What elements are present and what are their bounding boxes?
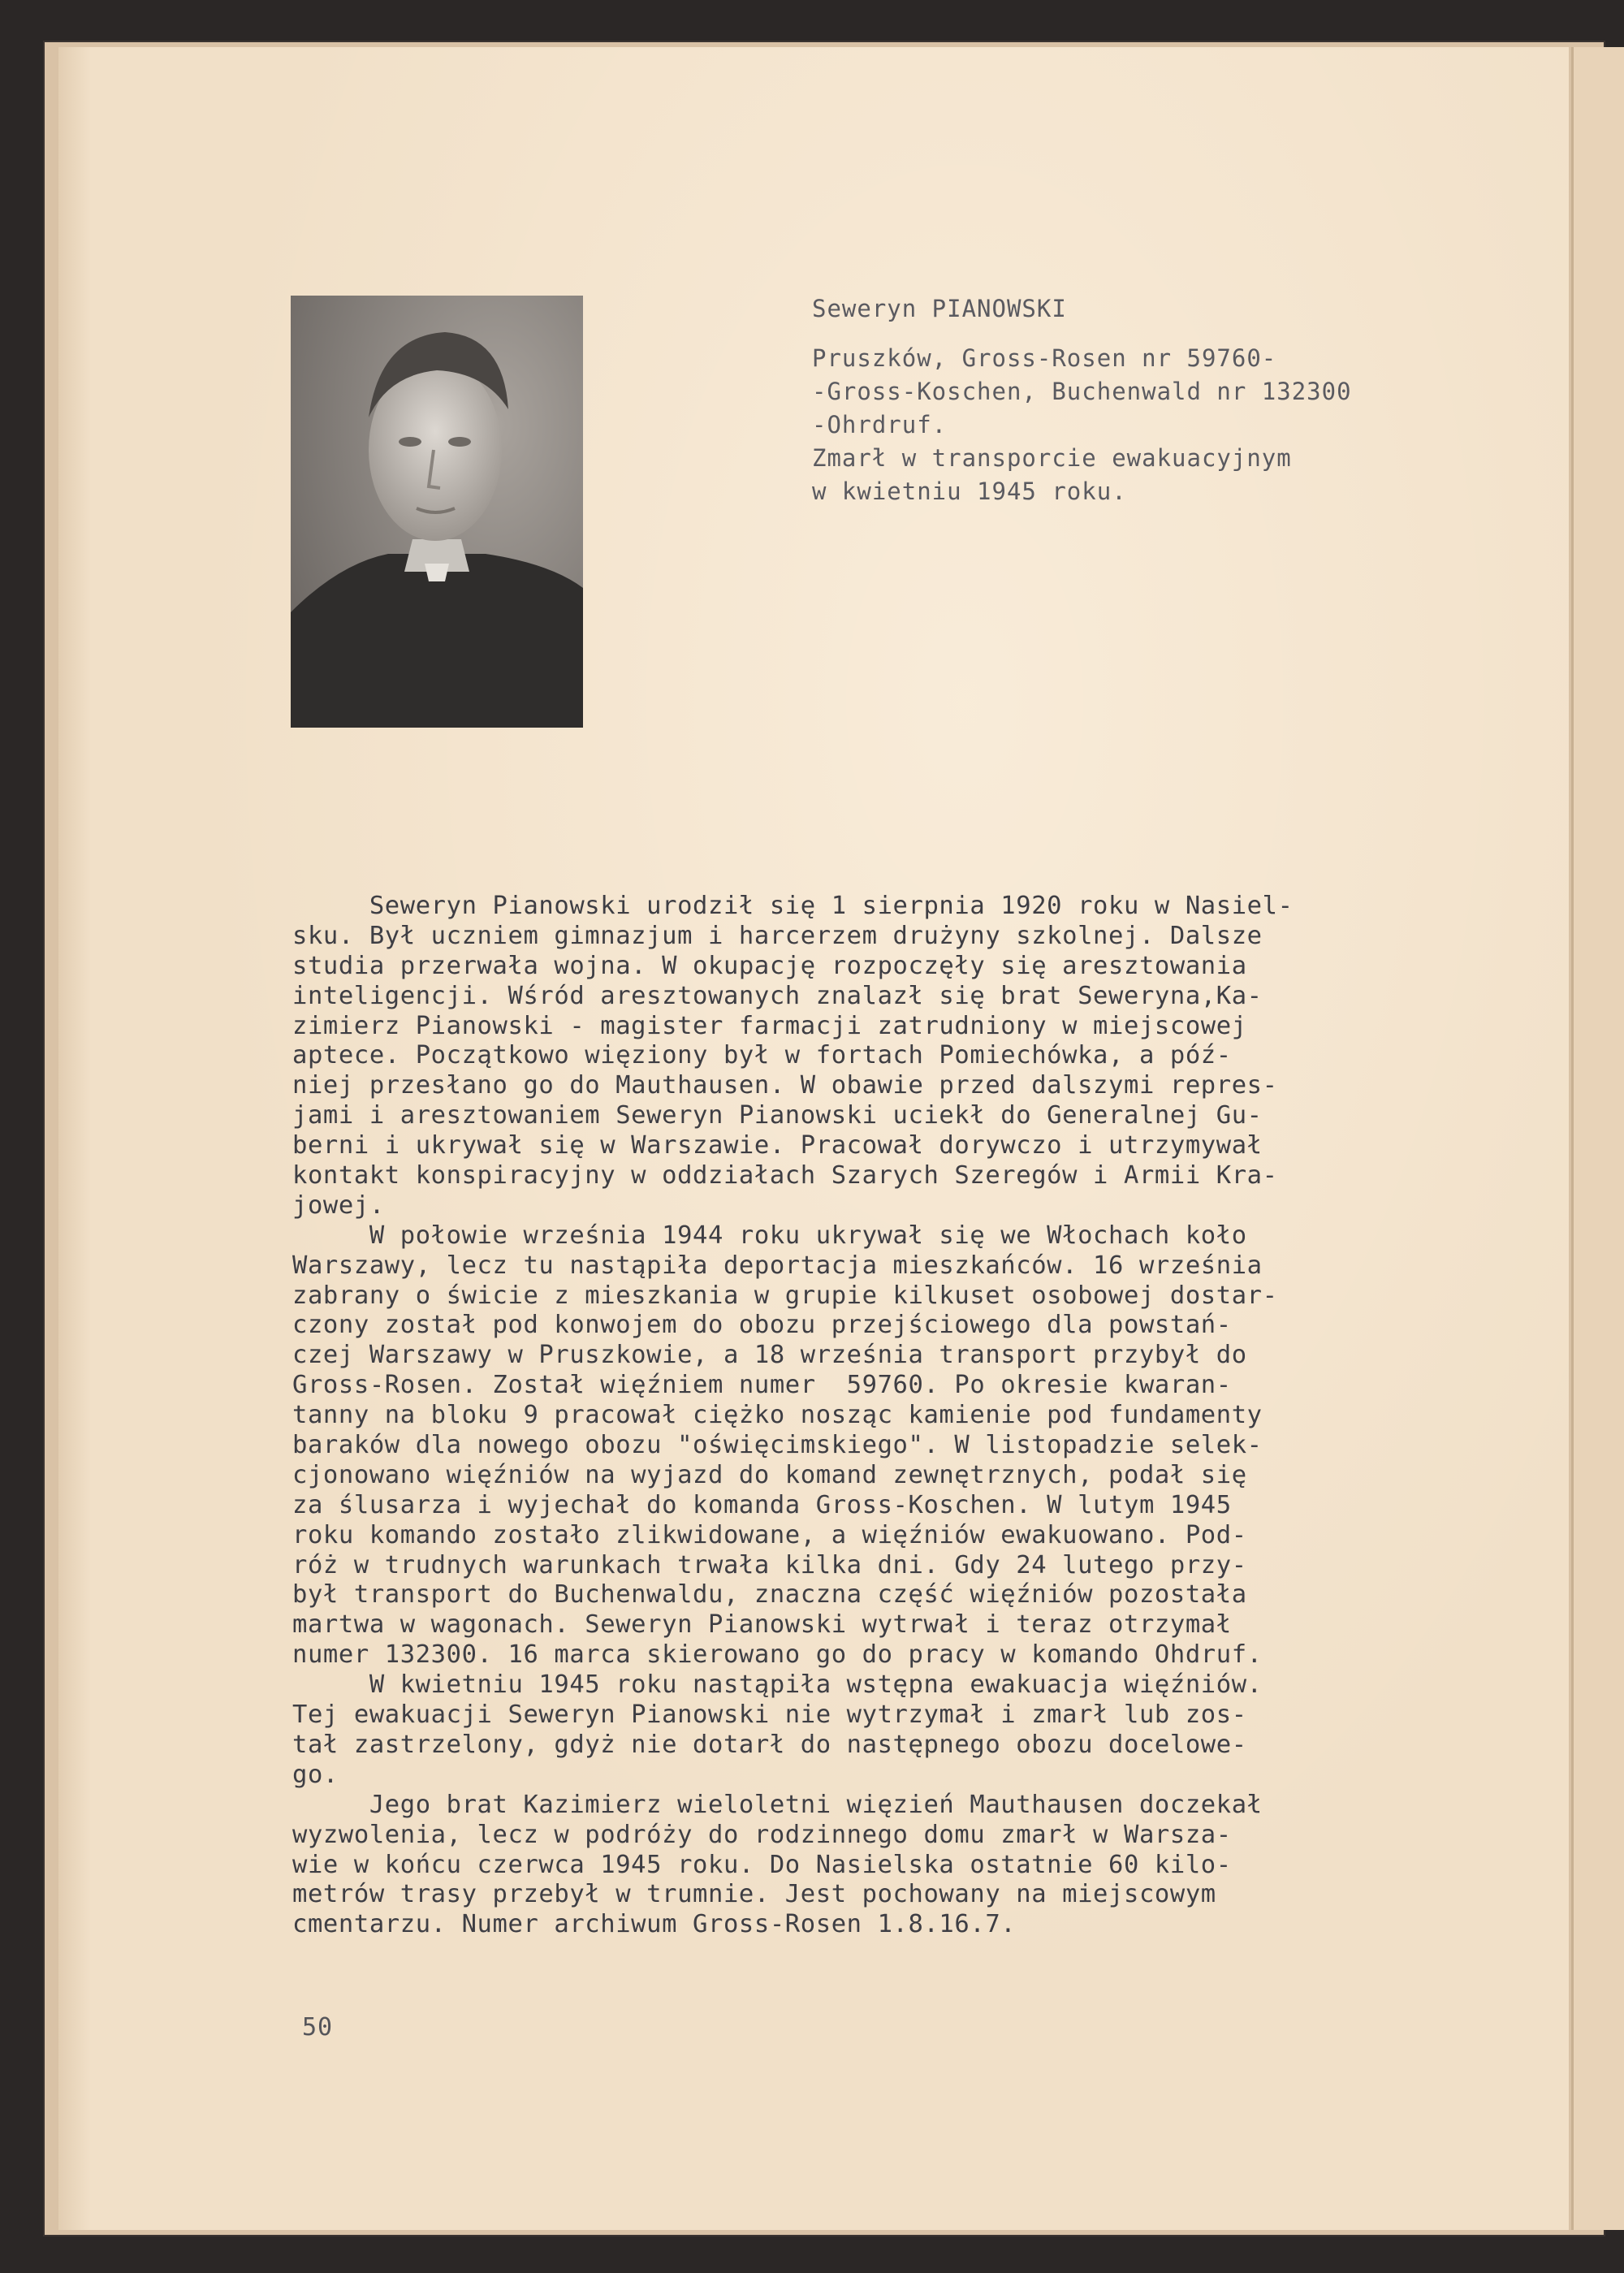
caption-line: Pruszków, Gross-Rosen nr 59760- [812, 344, 1277, 372]
text-line: sku. Był uczniem gimnazjum i harcerzem drużyny szkolnej. Dalsze [292, 921, 1263, 950]
text-line: Seweryn Pianowski urodził się 1 sierpnia 1920 roku w Nasiel- [292, 892, 1294, 920]
text-line: baraków dla nowego obozu "oświęcimskiego". W listopadzie selek- [292, 1431, 1263, 1460]
photo-caption [812, 292, 1527, 508]
text-line: Tej ewakuacji Seweryn Pianowski nie wytrzymał i zmarł lub zos- [292, 1700, 1247, 1730]
biography-text [292, 892, 1527, 1940]
text-line: zabrany o świcie z mieszkania w grupie kilkuset osobowej dostar- [292, 1281, 1278, 1310]
text-line: niej przesłano go do Mauthausen. W obawie przed dalszymi repres- [292, 1071, 1278, 1100]
text-line: wyzwolenia, lecz w podróży do rodzinnego domu zmarł w Warsza- [292, 1820, 1232, 1849]
text-line: czony został pod konwojem do obozu przejściowego dla powstań- [292, 1311, 1232, 1340]
text-line: tanny na bloku 9 pracował ciężko nosząc kamienie pod fundamenty [292, 1401, 1263, 1430]
text-line: metrów trasy przebył w trumnie. Jest pochowany na miejscowym [292, 1880, 1216, 1909]
text-line: aptece. Początkowo więziony był w fortach Pomiechówka, a póź- [292, 1041, 1232, 1070]
text-line: W kwietniu 1945 roku nastąpiła wstępna ewakuacja więźniów. [292, 1670, 1263, 1700]
facing-page-edge [1571, 47, 1624, 2230]
text-line: Gross-Rosen. Został więźniem numer 59760. Po okresie kwaran- [292, 1371, 1232, 1400]
text-line: wie w końcu czerwca 1945 roku. Do Nasielska ostatnie 60 kilo- [292, 1850, 1232, 1879]
text-line: studia przerwała wojna. W okupację rozpoczęły się aresztowania [292, 951, 1247, 980]
text-line: jami i aresztowaniem Seweryn Pianowski uciekł do Generalnej Gu- [292, 1101, 1263, 1130]
text-line: był transport do Buchenwaldu, znaczna część więźniów pozostała [292, 1580, 1247, 1610]
person-name: Seweryn PIANOWSKI [812, 295, 1067, 322]
page-number: 50 [302, 2013, 334, 2042]
text-line: inteligencji. Wśród aresztowanych znalazł się brat Seweryna,Ka- [292, 981, 1263, 1010]
caption-line: -Ohrdruf. [812, 411, 948, 439]
text-line: tał zastrzelony, gdyż nie dotarł do następnego obozu docelowe- [292, 1730, 1247, 1759]
text-line: martwa w wagonach. Seweryn Pianowski wytrwał i teraz otrzymał [292, 1610, 1232, 1640]
caption-line: Zmarł w transporcie ewakuacyjnym [812, 444, 1292, 472]
text-line: cmentarzu. Numer archiwum Gross-Rosen 1.8.16.7. [292, 1910, 1017, 1939]
text-line: róż w trudnych warunkach trwała kilka dni. Gdy 24 lutego przy- [292, 1550, 1247, 1579]
text-line: cjonowano więźniów na wyjazd do komand zewnętrznych, podał się [292, 1460, 1247, 1489]
text-line: zimierz Pianowski - magister farmacji zatrudniony w miejscowej [292, 1011, 1247, 1040]
text-line: W połowie września 1944 roku ukrywał się we Włochach koło [292, 1221, 1247, 1250]
caption-line: -Gross-Koschen, Buchenwald nr 132300 [812, 378, 1352, 405]
portrait-photo [291, 296, 583, 728]
text-line: numer 132300. 16 marca skierowano go do pracy w komando Ohdruf. [292, 1640, 1263, 1670]
text-line: Warszawy, lecz tu nastąpiła deportacja mieszkańców. 16 września [292, 1251, 1263, 1280]
text-line: go. [292, 1760, 339, 1789]
text-line: Jego brat Kazimierz wieloletni więzień Mauthausen doczekał [292, 1790, 1263, 1819]
text-line: berni i ukrywał się w Warszawie. Pracował dorywczo i utrzymywał [292, 1131, 1263, 1160]
text-line: za ślusarza i wyjechał do komanda Gross-Koschen. W lutym 1945 [292, 1490, 1232, 1519]
text-line: jowej. [292, 1191, 385, 1220]
text-line: kontakt konspiracyjny w oddziałach Szarych Szeregów i Armii Kra- [292, 1161, 1278, 1191]
caption-line: w kwietniu 1945 roku. [812, 478, 1127, 505]
text-line: czej Warszawy w Pruszkowie, a 18 września transport przybył do [292, 1341, 1247, 1370]
text-line: roku komando zostało zlikwidowane, a więźniów ewakuowano. Pod- [292, 1520, 1247, 1549]
